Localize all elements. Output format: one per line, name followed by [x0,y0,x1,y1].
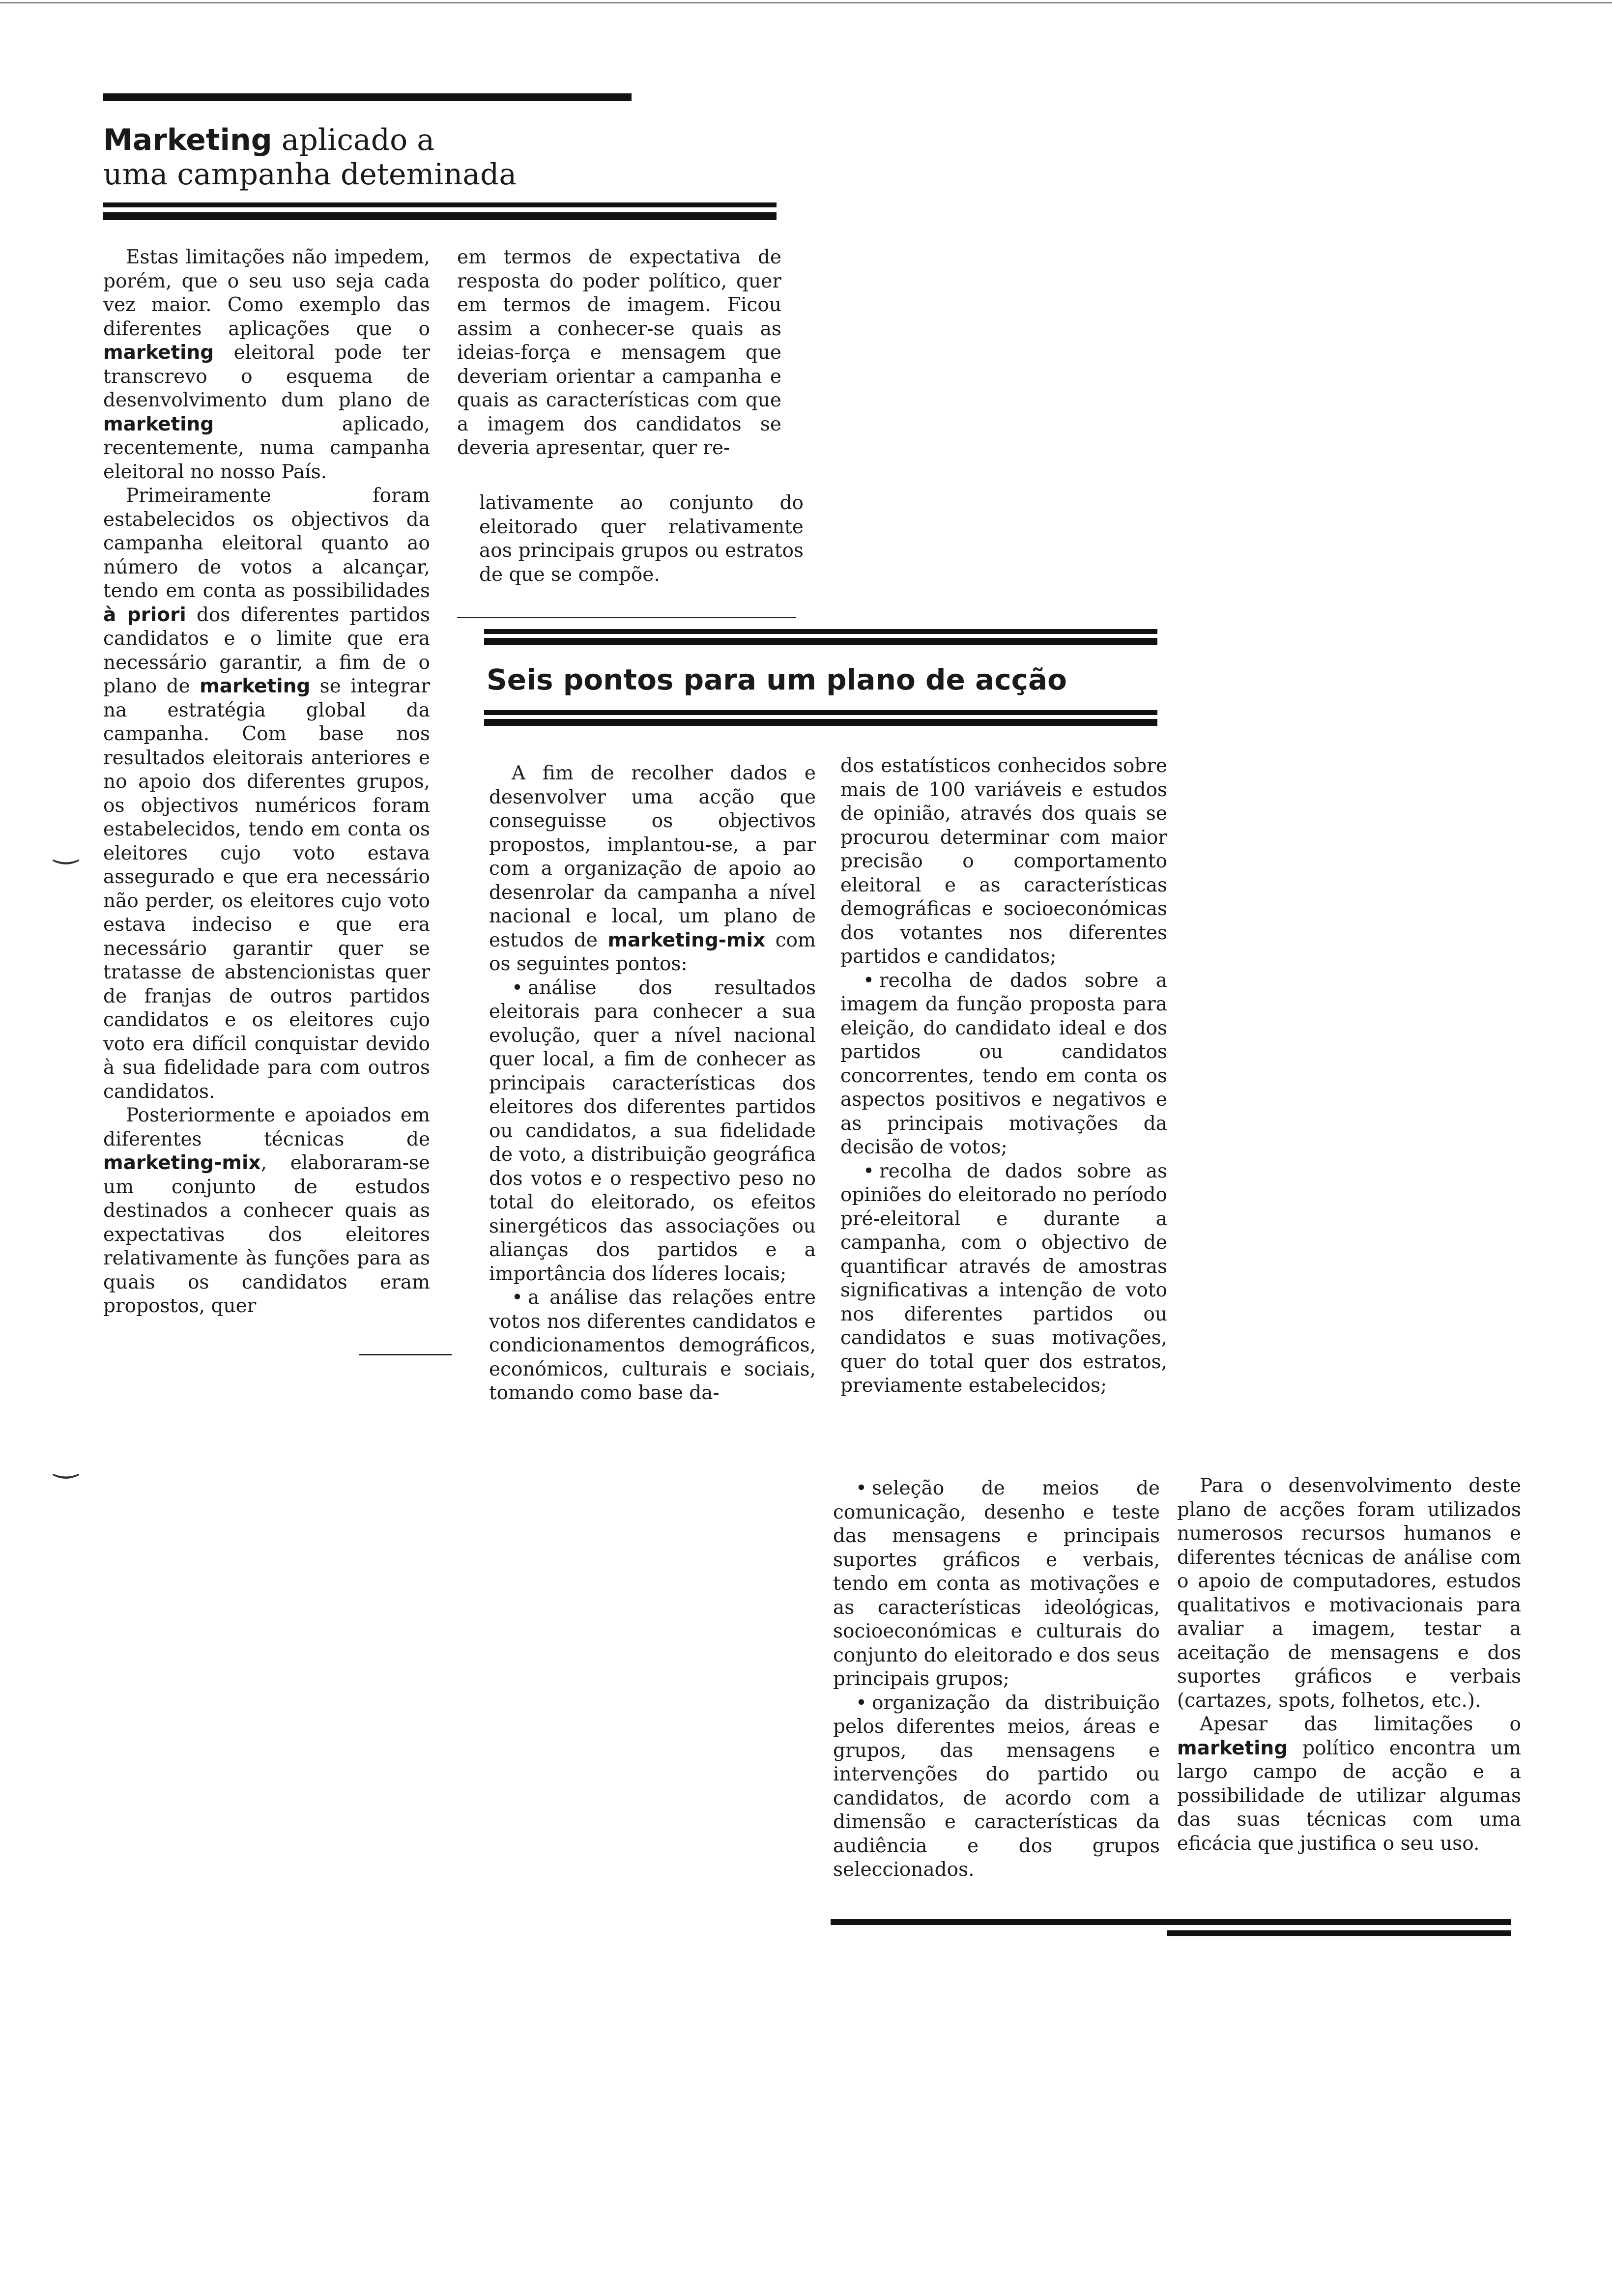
column-6 [1177,1474,1521,1856]
scan-top-border [0,2,1612,3]
title-bottom-rule [103,202,777,207]
margin-mark-upper: ‿ [54,831,78,865]
column-4 [840,754,1167,1398]
col3-bullet-1: • análise dos resultados eleitorais para conhecer a sua evolução, quer a nível nacional quer local, a fim de conhecer as principais características dos eleitores dos diferentes partidos ou candidatos, a sua fidelidade de voto, a distribuição geográfica dos votos e o respectivo peso no total do eleitorado, os efeitos sinergéticos das associações ou alianças dos partidos e a importância dos líderes locais; [489,976,816,1287]
col6-paragraph-2: Apesar das limitações o marketing político encontra um largo campo de acção e a possibilidade de utilizar algumas das suas técnicas com uma eficácia que justifica o seu uso. [1177,1713,1521,1855]
section-bottom-rule-2 [484,719,1157,726]
col5-bullet-1: • seleção de meios de comunicação, desenho e teste das mensagens e principais suportes gráficos e verbais, tendo em conta as motivações e as características ideológicas, socioeconómicas e culturais do conjunto do eleitorado e dos seus principais grupos; [833,1477,1160,1692]
col3-paragraph-1: A fim de recolher dados e desenvolver uma acção que conseguisse os objectivos propostos, implantou-se, a par com a organização de apoio ao desenrolar da campanha a nível nacional e local, um plano de estudos de marketing-mix com os seguintes pontos: [489,762,816,975]
bottom-rule [831,1919,1511,1925]
col2-end-rule [457,617,796,618]
col2-paragraph-1: em termos de expectativa de resposta do poder político, quer em termos de imagem. Ficou assim a conhecer-se quais as ideias-força e mensagem que deveriam orientar a campanha e quais as características com que a imagem dos candidatos se deveria apresentar, quer re- [457,246,781,459]
bottom-rule-2 [1167,1930,1511,1936]
column-1 [103,246,430,1319]
article-title-bold: Marketing [103,123,272,157]
col1-paragraph-2: Primeiramente foram estabelecidos os objectivos da campanha eleitoral quanto ao número de votos a alcançar, tendo em conta as possibilidades à priori dos diferentes partidos candidatos e o limite que era necessário garantir, a fim de o plano de marketing se integrar na estratégia global da campanha. Com base nos resultados eleitorais anteriores e no apoio dos diferentes grupos, os objectivos numéricos foram estabelecidos, tendo em conta os eleitores cujo voto estava assegurado e que era necessário não perder, os eleitores cujo voto estava indeciso e que era necessário garantir quer se tratasse de abstencionistas quer de franjas de outros partidos candidatos e os eleitores cujo voto era difícil conquistar devido à sua fidelidade para com outros candidatos. [103,485,430,1103]
article-title-line-2: uma campanha deteminada [103,157,517,192]
article-title [103,123,693,192]
section-bottom-rule [484,710,1157,715]
title-bottom-rule-2 [103,212,777,220]
section-top-rule [484,629,1157,634]
column-5 [833,1477,1160,1882]
column-2 [457,246,781,460]
col5-bullet-2: • organização da distribuição pelos diferentes meios, áreas e grupos, das mensagens e intervenções do partido ou candidatos, de acordo com a dimensão e características da audiência e dos grupos seleccionados. [833,1692,1160,1882]
section-heading: Seis pontos para um plano de acção [487,663,1067,696]
col4-bullet-1: • recolha de dados sobre a imagem da função proposta para eleição, do candidato ideal e dos partidos ou candidatos concorrentes, tendo em conta os aspectos positivos e negativos e as principais motivações da decisão de votos; [840,969,1167,1160]
col1-paragraph-1: Estas limitações não impedem, porém, que o seu uso seja cada vez maior. Como exemplo das diferentes aplicações que o marketing eleitoral pode ter transcrevo o esquema de desenvolvimento dum plano de marketing aplicado, recentemente, numa campanha eleitoral no nosso País. [103,246,430,483]
col4-bullet-2: • recolha de dados sobre as opiniões do eleitorado no período pré-eleitoral e durante a campanha, com o objectivo de quantificar através de amostras significativas a intenção de voto nos diferentes partidos ou candidatos e suas motivações, quer do total quer dos estratos, previamente estabelecidos; [840,1160,1167,1398]
col3-bullet-2: • a análise das relações entre votos nos diferentes candidatos e condicionamentos demográficos, económicos, culturais e sociais, tomando como base da- [489,1286,816,1406]
column-3 [489,762,816,1406]
col6-paragraph-1: Para o desenvolvimento deste plano de acções foram utilizados numerosos recursos humanos e diferentes técnicas de análise com o apoio de computadores, estudos qualitativos e motivacionais para avaliar a imagem, testar a aceitação de mensagens e dos suportes gráficos e verbais (cartazes, spots, folhetos, etc.). [1177,1475,1521,1712]
column-2b [479,491,804,587]
margin-mark-lower: ‿ [54,1445,78,1479]
article-title-rest: aplicado a [272,123,435,157]
col1-paragraph-3: Posteriormente e apoiados em diferentes técnicas de marketing-mix, elaboraram-se um conjunto de estudos destinados a conhecer quais as expectativas dos eleitores relativamente às funções para as quais os candidatos eram propostos, quer [103,1104,430,1317]
col2-paragraph-2: lativamente ao conjunto do eleitorado quer relativamente aos principais grupos ou estratos de que se compõe. [479,492,804,586]
title-top-rule [103,93,632,101]
col1-end-rule [359,1354,452,1355]
col4-paragraph-1: dos estatísticos conhecidos sobre mais de 100 variáveis e estudos de opinião, através dos quais se procurou determinar com maior precisão o comportamento eleitoral e as características demográficas e socioeconómicas dos votantes nos diferentes partidos e candidatos; [840,755,1167,968]
section-top-rule-2 [484,638,1157,645]
